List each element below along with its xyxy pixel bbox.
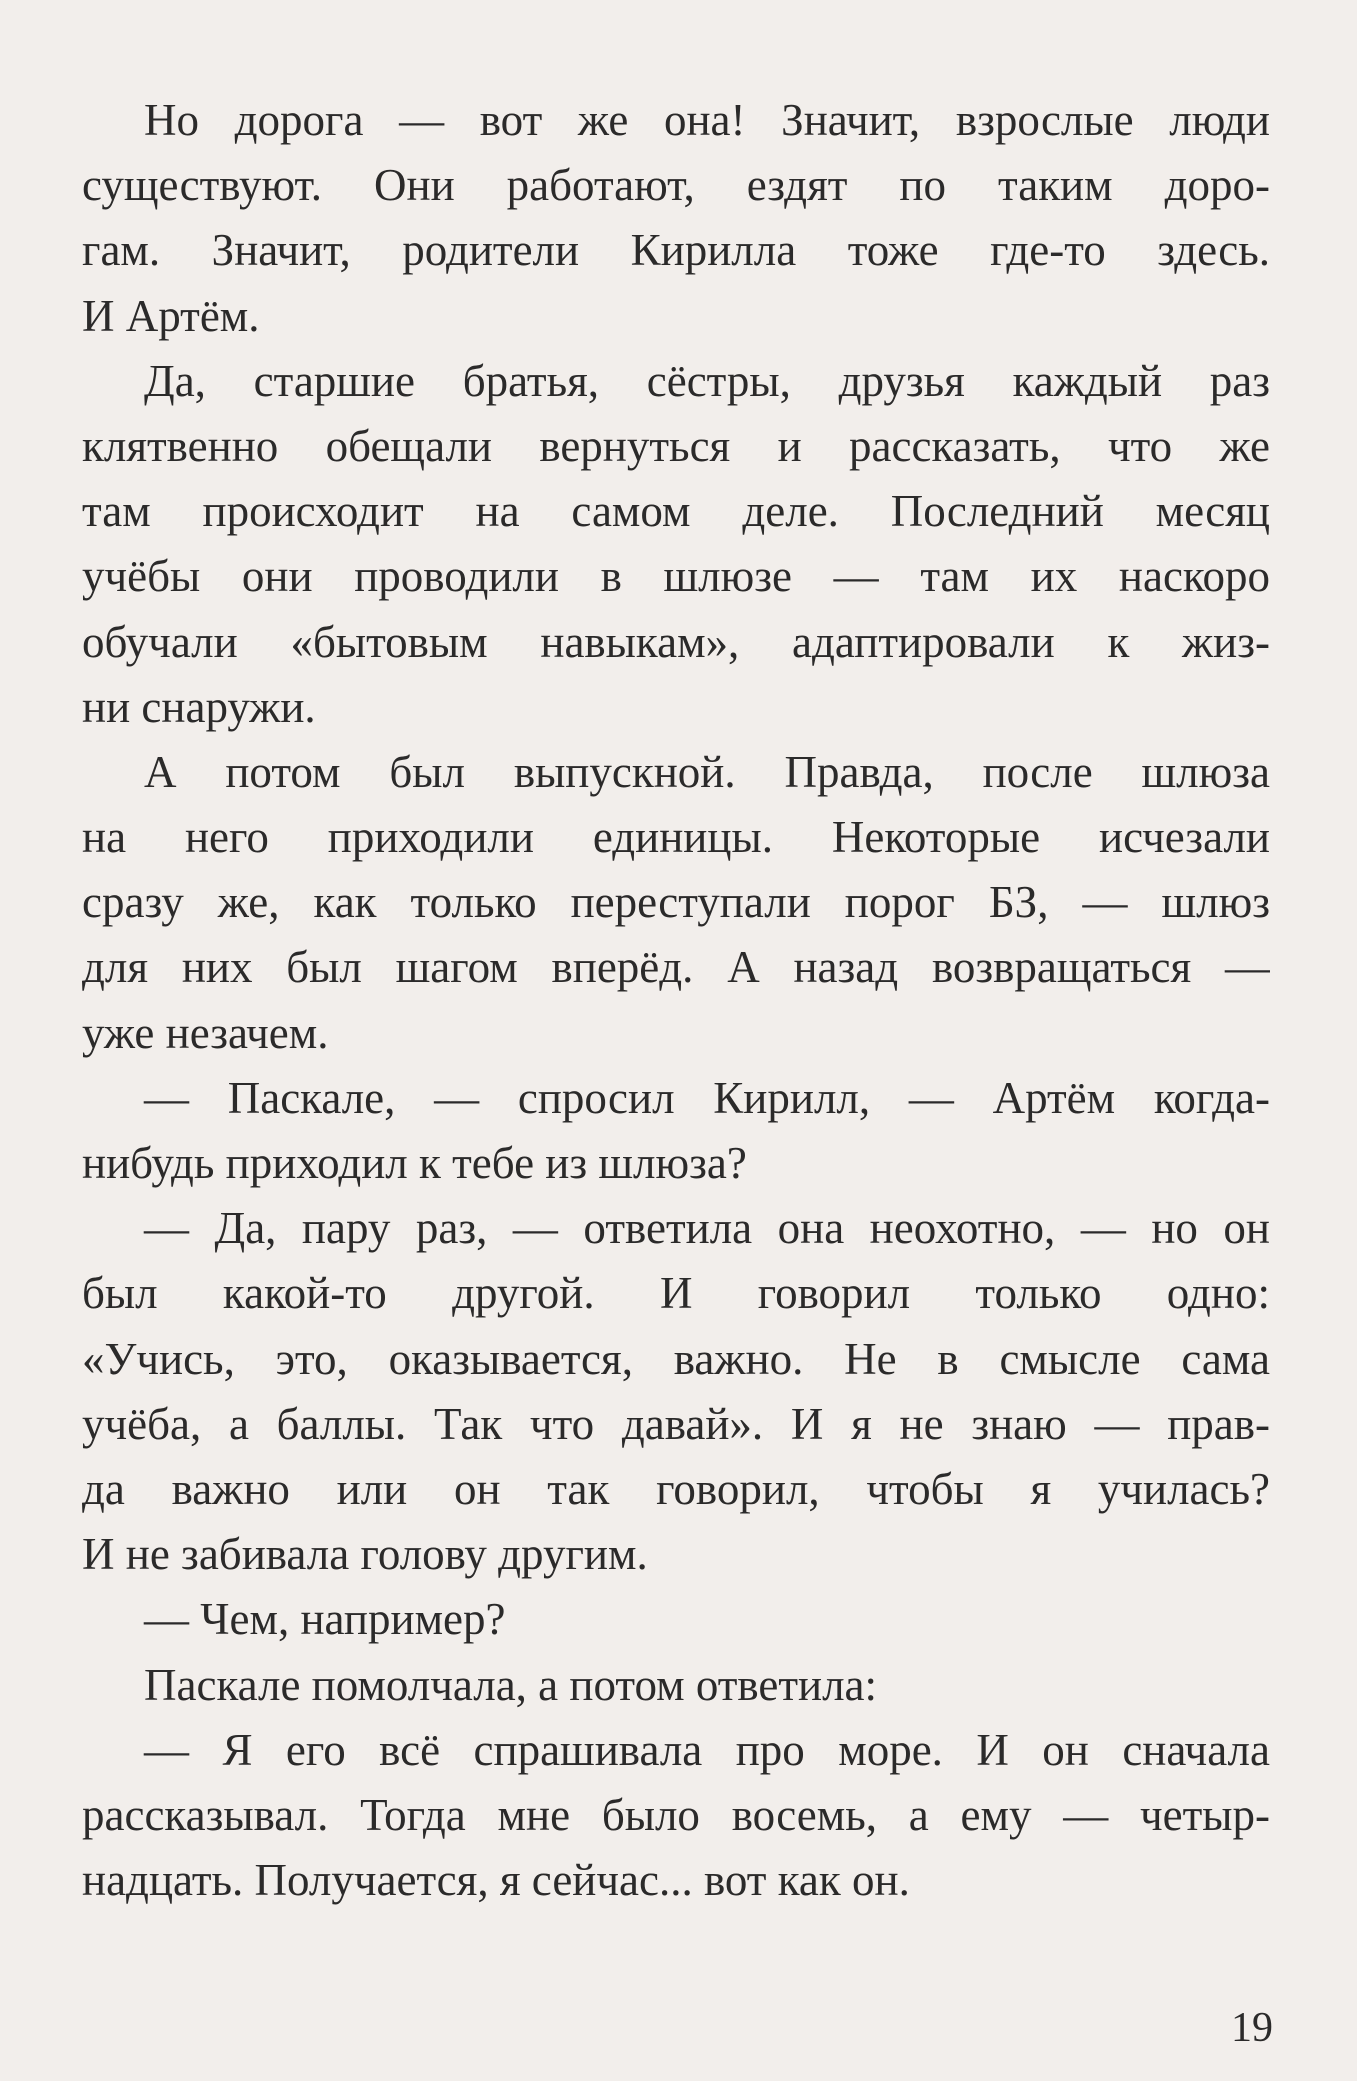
text-line: — Чем, например? (144, 1594, 506, 1645)
text-line: Паскале помолчала, а потом ответила: (144, 1659, 878, 1710)
page-number: 19 (1231, 2005, 1273, 2051)
text-line: Да, старшие братья, сёстры, друзья каждый раз (144, 355, 1270, 406)
text-line: да важно или он так говорил, чтобы я училась? (82, 1463, 1270, 1514)
text-line: рассказывал. Тогда мне было восемь, а ему — четыр- (82, 1789, 1270, 1840)
text-line: для них был шагом вперёд. А назад возвращаться — (82, 942, 1270, 993)
text-line: там происходит на самом деле. Последний месяц (82, 486, 1270, 537)
text-line: клятвенно обещали вернуться и рассказать, что же (82, 420, 1270, 471)
text-line: обучали «бытовым навыкам», адаптировали к жиз- (82, 616, 1270, 667)
text-line: был какой-то другой. И говорил только одно: (82, 1268, 1270, 1319)
text-line: существуют. Они работают, ездят по таким доро- (82, 160, 1270, 211)
text-line: нибудь приходил к тебе из шлюза? (82, 1138, 747, 1188)
text-line: учёба, а баллы. Так что давай». И я не знаю — прав- (82, 1398, 1270, 1449)
text-line: «Учись, это, оказывается, важно. Не в смысле сама (82, 1333, 1270, 1384)
text-line: Но дорога — вот же она! Значит, взрослые люди (144, 95, 1270, 145)
text-line: — Я его всё спрашивала про море. И он сначала (144, 1724, 1270, 1775)
text-line: А потом был выпускной. Правда, после шлюза (144, 746, 1270, 797)
text-line: на него приходили единицы. Некоторые исчезали (82, 812, 1270, 863)
page-body-text (82, 88, 1270, 1913)
text-line: И Артём. (82, 290, 260, 341)
text-line: И не забивала голову другим. (82, 1529, 648, 1580)
text-line: учёбы они проводили в шлюзе — там их наскоро (82, 551, 1270, 602)
text-line: гам. Значит, родители Кирилла тоже где-то здесь. (82, 225, 1270, 276)
text-line: сразу же, как только переступали порог БЗ, — шлюз (82, 877, 1270, 928)
text-line: надцать. Получается, я сейчас... вот как он. (82, 1855, 910, 1906)
text-line: ни снаружи. (82, 681, 316, 732)
text-line: — Паскале, — спросил Кирилл, — Артём когда- (144, 1072, 1270, 1123)
text-line: уже незачем. (82, 1007, 329, 1058)
text-line: — Да, пару раз, — ответила она неохотно, — но он (144, 1203, 1270, 1254)
